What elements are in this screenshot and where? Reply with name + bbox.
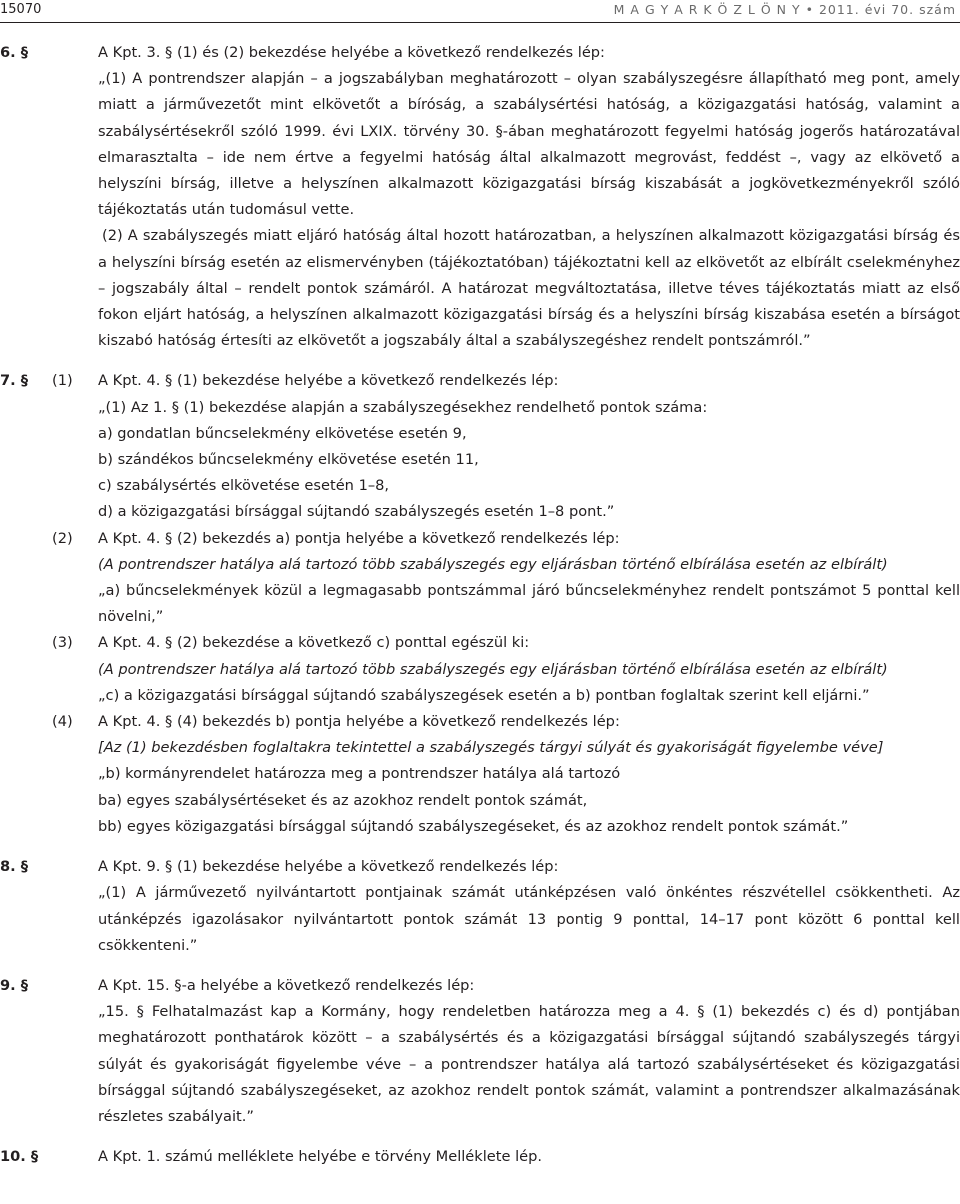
subsection-number: (3) xyxy=(52,634,73,652)
subsection-heading: A Kpt. 4. § (2) bekezdés a) pontja helyébe a következő rendelkezés lép: xyxy=(98,529,620,547)
section-body xyxy=(0,880,960,959)
subsection-body xyxy=(0,395,960,526)
section-heading: A Kpt. 15. §-a helyébe a következő rendelkezés lép: xyxy=(98,976,475,994)
publication-title: M A G Y A R K Ö Z L Ö N Y • 2011. évi 70. szám xyxy=(613,2,956,17)
subsection-2 xyxy=(0,526,960,631)
subsection-number: (2) xyxy=(52,529,73,547)
subsection-heading: A Kpt. 4. § (2) bekezdése a következő c) ponttal egészül ki: xyxy=(98,634,530,652)
subsection-1 xyxy=(0,368,960,525)
section-6 xyxy=(0,40,960,354)
subsection-number: (1) xyxy=(52,372,73,390)
section-heading: A Kpt. 9. § (1) bekezdése helyébe a következő rendelkezés lép: xyxy=(98,858,559,876)
subsection-body xyxy=(0,657,960,709)
line: b) szándékos bűncselekmény elkövetése esetén 11, xyxy=(98,451,479,469)
subsection-3 xyxy=(0,630,960,709)
section-7 xyxy=(0,368,960,840)
line: a) gondatlan bűncselekmény elkövetése esetén 9, xyxy=(98,424,467,442)
page-number: 15070 xyxy=(0,2,42,17)
subsection-number: (4) xyxy=(52,713,73,731)
paragraph: (2) A szabályszegés miatt eljáró hatóság által hozott határozatban, a helyszínen alkalmazott közigazgatási bírság és a helyszíni bírság esetén az elismervényben (tájékoztatóban) tájékoztatni kell az elkövetőt az elbírált cselekményhez – jogszabály által – rendelt pontok számáról. A határozat megváltoztatása, illetve téves tájékoztatás miatt az első fokon eljárt hatóság, a helyszínen alkalmazott közigazgatási bírság és a helyszíni bírság kiszabása esetén a bírságot kiszabó hatóság értesíti az elkövetőt a jogszabály által a szabályszegéshez rendelt pontszámról.” xyxy=(98,227,960,350)
section-8 xyxy=(0,854,960,959)
subsection-heading: A Kpt. 4. § (4) bekezdés b) pontja helyébe a következő rendelkezés lép: xyxy=(98,713,620,731)
section-body xyxy=(0,999,960,1130)
section-10 xyxy=(0,1144,960,1170)
page-header xyxy=(0,0,960,22)
line: ba) egyes szabálysértéseket és az azokhoz rendelt pontok számát, xyxy=(98,791,588,809)
document-body xyxy=(0,40,960,1170)
line: [Az (1) bekezdésben foglaltakra tekintettel a szabályszegés tárgyi súlyát és gyakoriságát figyelembe véve] xyxy=(98,739,884,757)
section-number: 10. § xyxy=(0,1148,39,1166)
section-heading: A Kpt. 3. § (1) és (2) bekezdése helyébe a következő rendelkezés lép: xyxy=(98,44,605,61)
line: „c) a közigazgatási bírsággal sújtandó szabályszegések esetén a b) pontban foglaltak szerint kell eljárni.” xyxy=(98,686,870,704)
section-number: 8. § xyxy=(0,858,29,876)
subsection-heading: A Kpt. 4. § (1) bekezdése helyébe a következő rendelkezés lép: xyxy=(98,372,559,390)
section-number: 7. § xyxy=(0,372,29,390)
line: „a) bűncselekmények közül a legmagasabb pontszámmal járó bűncselekményhez rendelt pontszámot 5 ponttal kell növelni,” xyxy=(98,582,960,626)
line: c) szabálysértés elkövetése esetén 1–8, xyxy=(98,477,390,495)
section-heading: A Kpt. 1. számú melléklete helyébe e törvény Melléklete lép. xyxy=(98,1148,543,1166)
subsection-body xyxy=(0,552,960,631)
section-body xyxy=(0,66,960,354)
paragraph: „15. § Felhatalmazást kap a Kormány, hogy rendeletben határozza meg a 4. § (1) bekezdés c) és d) pontjában meghatározott ponthatárok között – a szabálysértés és a közigazgatási bírsággal sújtandó szabályszegés tárgyi súlyát és gyakoriságát figyelembe véve – a pontrendszer hatálya alá tartozó szabálysértéseket és közigazgatási bírsággal sújtandó szabályszegéseket, az azokhoz rendelt pontok számát, valamint a pontrendszer alkalmazásának részletes szabályait.” xyxy=(98,1003,960,1125)
subsection-4 xyxy=(0,709,960,840)
section-9 xyxy=(0,973,960,1130)
subsection-body xyxy=(0,735,960,840)
section-number: 9. § xyxy=(0,976,29,994)
line: „(1) Az 1. § (1) bekezdése alapján a szabályszegésekhez rendelhető pontok száma: xyxy=(98,398,708,416)
paragraph: „(1) A pontrendszer alapján – a jogszabályban meghatározott – olyan szabályszegésre állapítható meg pont, amely miatt a járművezetőt mint elkövetőt a bíróság, a szabálysértési hatóság, a közigazgatási hatóság, valamint a szabálysértésekről szóló 1999. évi LXIX. törvény 30. §-ában meghatározott fegyelmi hatóság jogerős határozatával elmarasztalta – ide nem értve a fegyelmi hatóság által alkalmazott megrovást, feddést –, vagy az elkövető a helyszíni bírság, illetve a helyszínen alkalmazott közigazgatási bírság kiszabását a jogkövetkezményekről szóló tájékoztatás után tudomásul vette. xyxy=(98,70,960,219)
header-rule xyxy=(0,22,960,23)
line: „b) kormányrendelet határozza meg a pontrendszer hatálya alá tartozó xyxy=(98,765,621,783)
line: (A pontrendszer hatálya alá tartozó több szabályszegés egy eljárásban történő elbírálása esetén az elbírált) xyxy=(98,660,888,678)
paragraph: „(1) A járművezető nyilvántartott pontjainak számát utánképzésen való önkéntes részvétellel csökkentheti. Az utánképzés igazolásakor nyilvántartott pontok számát 13 pontig 9 ponttal, 14–17 pont között 6 ponttal kell csökkenteni.” xyxy=(98,884,960,954)
line: bb) egyes közigazgatási bírsággal sújtandó szabályszegéseket, és az azokhoz rendelt pontok számát.” xyxy=(98,817,849,835)
line: (A pontrendszer hatálya alá tartozó több szabályszegés egy eljárásban történő elbírálása esetén az elbírált) xyxy=(98,555,888,573)
section-number: 6. § xyxy=(0,44,29,61)
line: d) a közigazgatási bírsággal sújtandó szabályszegés esetén 1–8 pont.” xyxy=(98,503,615,521)
